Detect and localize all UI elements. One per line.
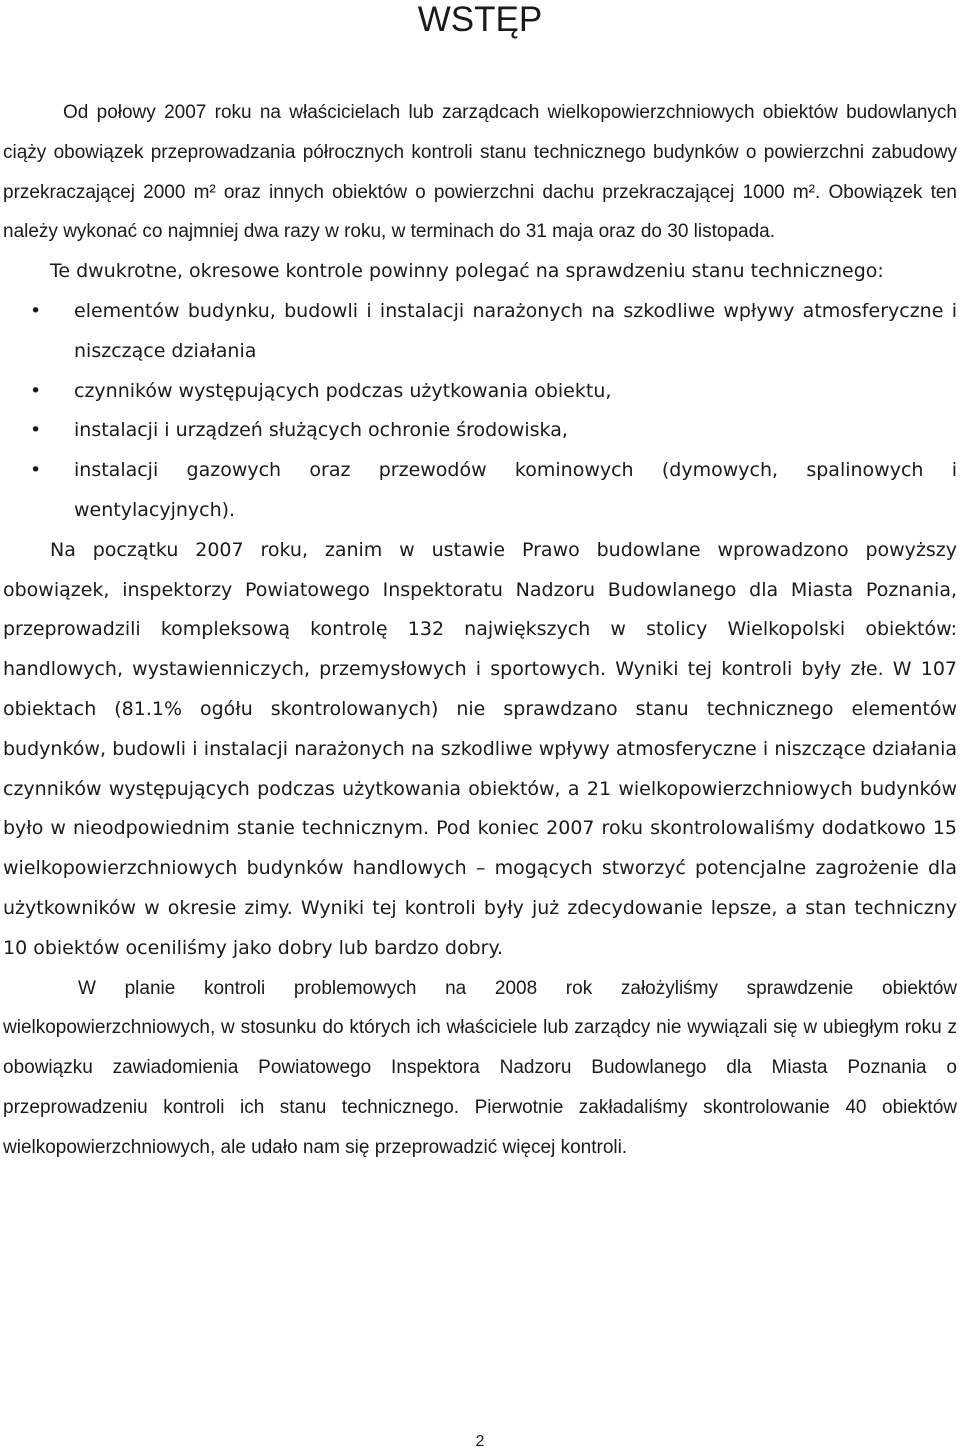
paragraph-inspection-scope: Te dwukrotne, okresowe kontrole powinny polegać na sprawdzeniu stanu technicznego: xyxy=(50,260,884,283)
paragraph-intro: Od połowy 2007 roku na właścicielach lub zarządcach wielkopowierzchniowych obiektów budowlanych ciąży obowiązek przeprowadzania półrocznych kontroli stanu technicznego budynków o powierzchni zabudowy przekraczającej 2000 m² oraz innych obiektów o powierzchni dachu przekraczającej 1000 m². Obowiązek ten należy wykonać co najmniej dwa razy w roku, w terminach do 31 maja oraz do 30 listopada. xyxy=(3,102,957,243)
paragraph-2008-plan: W planie kontroli problemowych na 2008 rok założyliśmy sprawdzenie obiektów wielkopowierzchniowych, w stosunku do których ich właściciele lub zarządcy nie wywiązali się w ubiegłym roku z obowiązku zawiadomienia Powiatowego Inspektora Nadzoru Budowlanego dla Miasta Poznania o przeprowadzeniu kontroli ich stanu technicznego. Pierwotnie zakładaliśmy skontrolowanie 40 obiektów wielkopowierzchniowych, ale udało nam się przeprowadzić więcej kontroli. xyxy=(3,977,957,1158)
list-item-text: instalacji gazowych oraz przewodów kominowych (dymowych, spalinowych i wentylacyjnych). xyxy=(74,459,957,521)
list-item-text: elementów budynku, budowli i instalacji narażonych na szkodliwe wpływy atmosferyczne i niszczące działania xyxy=(74,299,957,362)
bullet-icon: • xyxy=(30,379,42,402)
list-item xyxy=(30,411,957,451)
bullet-icon: • xyxy=(30,419,42,442)
list-item-text: instalacji i urządzeń służących ochronie środowiska, xyxy=(74,419,568,442)
document-body xyxy=(3,93,957,1168)
paragraph-2007-inspection: Na początku 2007 roku, zanim w ustawie Prawo budowlane wprowadzono powyższy obowiązek, inspektorzy Powiatowego Inspektoratu Nadzoru Budowlanego dla Miasta Poznania, przeprowadzili kompleksową kontrolę 132 największych w stolicy Wielkopolski obiektów: handlowych, wystawienniczych, przemysłowych i sportowych. Wyniki tej kontroli były złe. W 107 obiektach (81.1% ogółu skontrolowanych) nie sprawdzano stanu technicznego elementów budynków, budowli i instalacji narażonych na szkodliwe wpływy atmosferyczne i niszczące działania czynników występujących podczas użytkowania obiektów, a 21 wielkopowierzchniowych budynków było w nieodpowiednim stanie technicznym. Pod koniec 2007 roku skontrolowaliśmy dodatkowo 15 wielkopowierzchniowych budynków handlowych – mogących stworzyć potencjalne zagrożenie dla użytkowników w okresie zimy. Wyniki tej kontroli były już zdecydowanie lepsze, a stan techniczny 10 obiektów oceniliśmy jako dobry lub bardzo dobry. xyxy=(3,538,957,959)
list-item xyxy=(30,451,957,531)
bullet-icon: • xyxy=(30,459,42,482)
list-item xyxy=(30,292,957,372)
page-title: WSTĘP xyxy=(417,0,543,39)
list-item-text: czynników występujących podczas użytkowania obiektu, xyxy=(74,379,612,402)
list-item xyxy=(30,372,957,412)
bullet-icon: • xyxy=(30,299,42,322)
page-number: 2 xyxy=(475,1433,485,1450)
inspection-scope-list xyxy=(3,292,957,531)
